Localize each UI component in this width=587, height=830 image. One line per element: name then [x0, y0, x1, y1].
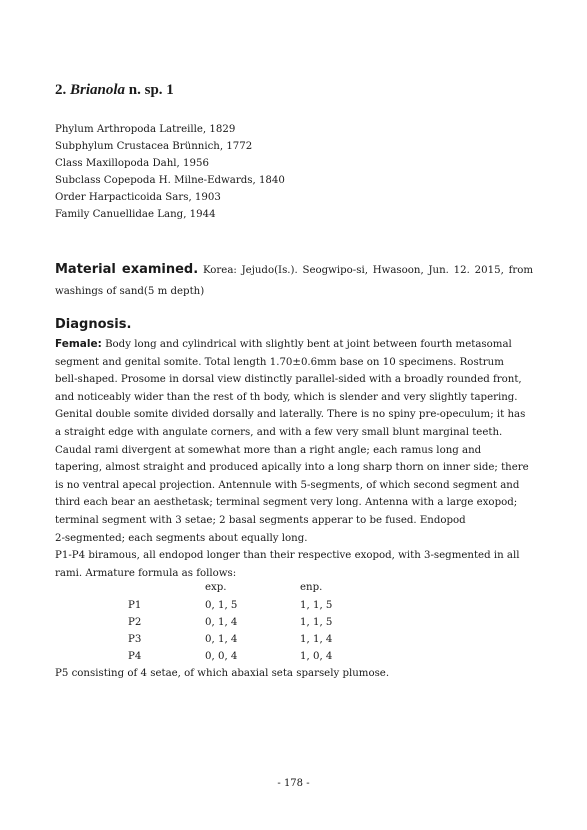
heading-number: 2.: [55, 82, 67, 98]
taxonomy-subphylum: Subphylum Crustacea Brünnich, 1772: [55, 141, 253, 152]
armature-leg: P3: [128, 634, 142, 645]
armature-enp: 1, 1, 4: [300, 634, 333, 645]
diagnosis-line: P1-P4 biramous, all endopod longer than their respective exopod, with 3-segmented in all: [55, 550, 520, 562]
material-label: Material examined.: [55, 262, 199, 277]
diagnosis-line: Genital double somite divided dorsally and laterally. There is no spiny pre-opeculum; it has: [55, 409, 526, 421]
material-text: Korea: Jejudo(Is.). Seogwipo-si, Hwasoon, Jun. 12. 2015, from washings of sand(5 m depth): [55, 265, 533, 297]
armature-leg: P2: [128, 617, 142, 628]
armature-enp: 1, 0, 4: [300, 651, 333, 662]
material-examined: [55, 259, 533, 302]
taxonomy-phylum: Phylum Arthropoda Latreille, 1829: [55, 124, 236, 135]
section-heading: [55, 82, 174, 99]
armature-exp: 0, 1, 5: [205, 600, 238, 611]
armature-exp: 0, 1, 4: [205, 634, 238, 645]
diagnosis-heading: Diagnosis.: [55, 317, 132, 332]
heading-suffix: n. sp. 1: [128, 82, 174, 98]
diagnosis-line: and noticeably wider than the rest of th body, which is slender and very slightly tapering.: [55, 391, 518, 403]
diagnosis-line: terminal segment with 3 setae; 2 basal segments apperar to be fused. Endopod: [55, 514, 466, 526]
diagnosis-line: bell-shaped. Prosome in dorsal view distinctly parallel-sided with a broadly rounded front,: [55, 374, 522, 386]
armature-header-enp: enp.: [300, 582, 323, 593]
taxonomy-subclass: Subclass Copepoda H. Milne-Edwards, 1840: [55, 175, 285, 186]
p5-description: P5 consisting of 4 setae, of which abaxial seta sparsely plumose.: [55, 668, 390, 679]
taxonomy-family: Family Canuellidae Lang, 1944: [55, 209, 216, 220]
taxonomy-order: Order Harpacticoida Sars, 1903: [55, 192, 221, 203]
armature-exp: 0, 1, 4: [205, 617, 238, 628]
diagnosis-line: is no ventral apecal projection. Antennule with 5-segments, of which second segment and: [55, 479, 520, 491]
diagnosis-line: 2-segmented; each segments about equally long.: [55, 532, 308, 544]
female-label: Female:: [55, 338, 102, 350]
diagnosis-line: a straight edge with angulate corners, and with a few very small blunt marginal teeth.: [55, 426, 503, 438]
diagnosis-line: third each bear an aesthetask; terminal segment very long. Antenna with a large exopod;: [55, 497, 518, 509]
armature-enp: 1, 1, 5: [300, 600, 333, 611]
diagnosis-line: tapering, almost straight and produced apically into a long sharp thorn on inner side; there: [55, 462, 529, 474]
genus-name: Brianola: [70, 82, 126, 98]
armature-leg: P1: [128, 600, 142, 611]
armature-enp: 1, 1, 5: [300, 617, 333, 628]
armature-leg: P4: [128, 651, 142, 662]
diagnosis-paragraph: [55, 336, 533, 582]
diagnosis-line: segment and genital somite. Total length 1.70±0.6mm base on 10 specimens. Rostrum: [55, 356, 504, 368]
diagnosis-line: Caudal rami divergent at somewhat more than a right angle; each ramus long and: [55, 444, 482, 456]
page-number: - 178 -: [277, 778, 310, 789]
armature-exp: 0, 0, 4: [205, 651, 238, 662]
diagnosis-line: Female: Body long and cylindrical with slightly bent at joint between fourth metasomal: [55, 338, 512, 350]
diagnosis-line: rami. Armature formula as follows:: [55, 567, 237, 579]
armature-header-exp: exp.: [205, 582, 227, 593]
taxonomy-class: Class Maxillopoda Dahl, 1956: [55, 158, 209, 169]
